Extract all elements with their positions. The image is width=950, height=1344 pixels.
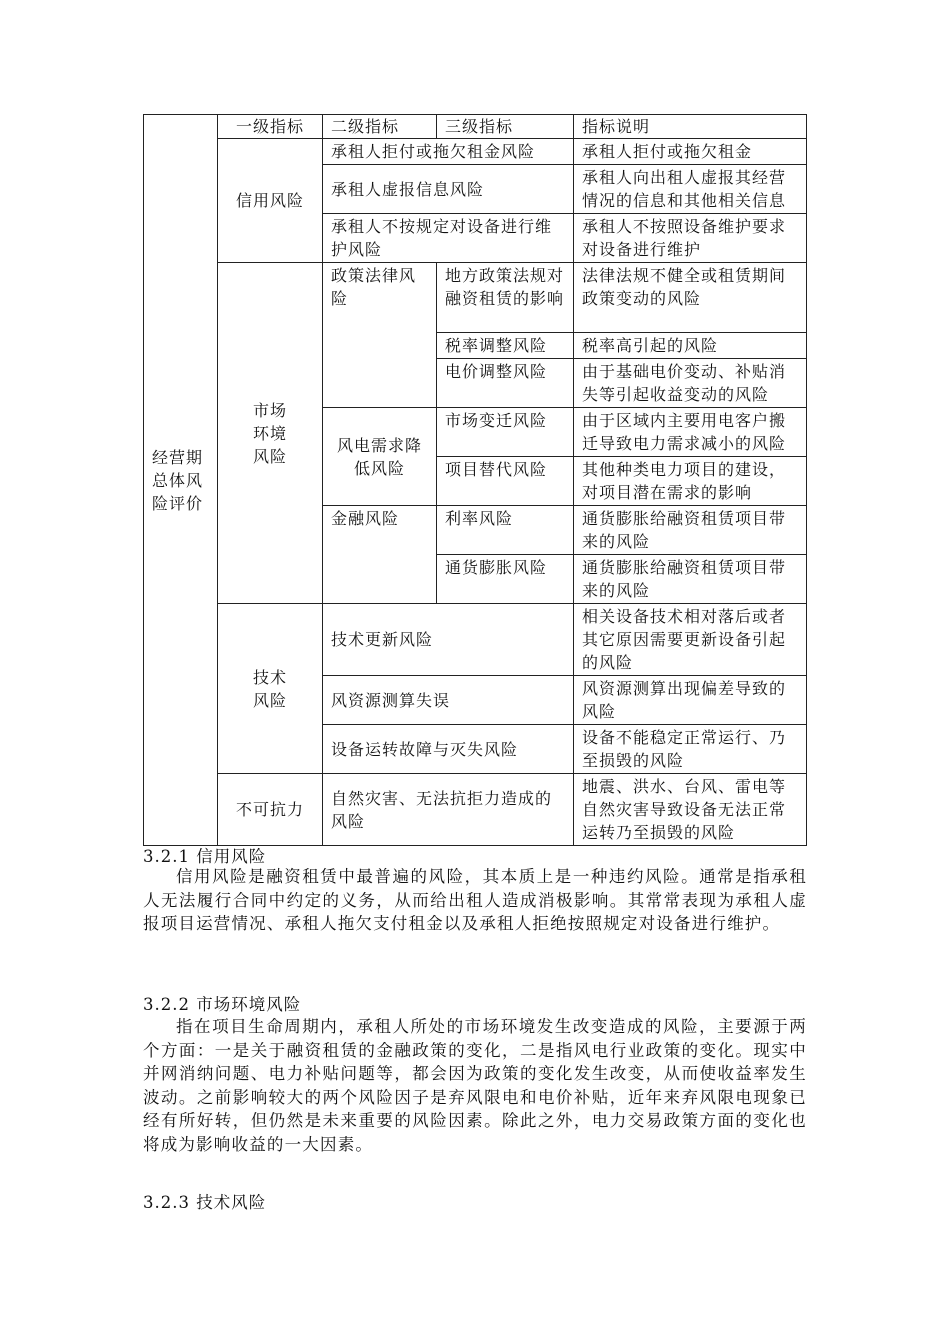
credit-desc: 承租人拒付或拖欠租金 <box>574 139 807 165</box>
root-label: 经营期总体风险评价 <box>152 447 204 513</box>
tech-level1: 技术风险 <box>252 667 287 710</box>
table-header-row <box>144 115 807 139</box>
market-level1-cell <box>218 263 323 604</box>
policy-desc: 法律法规不健全或租赁期间政策变动的风险 <box>574 263 807 333</box>
paragraph: 指在项目生命周期内，承租人所处的市场环境发生改变造成的风险，主要源于两个方面：一是关于融资租赁的金融政策的变化，二是指风电行业政策的变化。现实中并网消纳问题、电力补贴问题等，都会因为政策的变化发生改变，从而使收益率发生波动。之前影响较大的两个风险因子是弃风限电和电价补贴，近年来弃风限电现象已经有所好转，但仍然是未来重要的风险因素。除此之外，电力交易政策方面的变化也将成为影响收益的一大因素。 <box>143 1017 807 1154</box>
header-description: 指标说明 <box>574 115 807 139</box>
demand-desc: 由于区域内主要用电客户搬迁导致电力需求减小的风险 <box>574 408 807 457</box>
force-desc: 地震、洪水、台风、雷电等自然灾害导致设备无法正常运转乃至损毁的风险 <box>574 774 807 846</box>
tech-desc: 相关设备技术相对落后或者其它原因需要更新设备引起的风险 <box>574 604 807 676</box>
policy-desc: 税率高引起的风险 <box>574 333 807 359</box>
root-label-cell <box>144 115 218 846</box>
credit-level1: 信用风险 <box>218 139 323 263</box>
section-heading: 3.2.1 信用风险 <box>143 847 267 866</box>
tech-level2: 风资源测算失误 <box>323 676 574 725</box>
credit-level2: 承租人虚报信息风险 <box>323 165 574 214</box>
policy-level3: 税率调整风险 <box>437 333 574 359</box>
policy-level3: 电价调整风险 <box>437 359 574 408</box>
finance-level3: 利率风险 <box>437 506 574 555</box>
credit-desc: 承租人向出租人虚报其经营情况的信息和其他相关信息 <box>574 165 807 214</box>
tech-level2: 技术更新风险 <box>323 604 574 676</box>
demand-desc: 其他种类电力项目的建设，对项目潜在需求的影响 <box>574 457 807 506</box>
table-row <box>144 774 807 846</box>
policy-level3: 地方政策法规对融资租赁的影响 <box>437 263 574 333</box>
demand-level3: 项目替代风险 <box>437 457 574 506</box>
table-row <box>144 604 807 676</box>
section-body <box>143 865 807 936</box>
paragraph: 信用风险是融资租赁中最普遍的风险，其本质上是一种违约风险。通常是指承租人无法履行合同中约定的义务，从而给出租人造成消极影响。其常常表现为承租人虚报项目运营情况、承租人拖欠支付租金以及承租人拒绝按照规定对设备进行维护。 <box>143 867 807 934</box>
table-row <box>144 263 807 333</box>
tech-desc: 风资源测算出现偏差导致的风险 <box>574 676 807 725</box>
header-level1: 一级指标 <box>218 115 323 139</box>
policy-level2: 政策法律风险 <box>323 263 437 408</box>
section-body <box>143 1015 807 1157</box>
market-level1: 市场环境风险 <box>252 400 287 466</box>
credit-level2: 承租人拒付或拖欠租金风险 <box>323 139 574 165</box>
credit-level2: 承租人不按规定对设备进行维护风险 <box>323 214 574 263</box>
finance-desc: 通货膨胀给融资租赁项目带来的风险 <box>574 506 807 555</box>
tech-desc: 设备不能稳定正常运行、乃至损毁的风险 <box>574 725 807 774</box>
policy-desc: 由于基础电价变动、补贴消失等引起收益变动的风险 <box>574 359 807 408</box>
section-heading: 3.2.2 市场环境风险 <box>143 995 302 1014</box>
credit-desc: 承租人不按照设备维护要求对设备进行维护 <box>574 214 807 263</box>
tech-level2: 设备运转故障与灭失风险 <box>323 725 574 774</box>
demand-level2: 风电需求降低风险 <box>323 408 437 506</box>
force-level1: 不可抗力 <box>218 774 323 846</box>
demand-level3: 市场变迁风险 <box>437 408 574 457</box>
finance-level3: 通货膨胀风险 <box>437 555 574 604</box>
force-level2: 自然灾害、无法抗拒力造成的风险 <box>323 774 574 846</box>
section-heading: 3.2.3 技术风险 <box>143 1193 267 1212</box>
risk-index-table <box>143 114 807 846</box>
tech-level1-cell <box>218 604 323 774</box>
finance-desc: 通货膨胀给融资租赁项目带来的风险 <box>574 555 807 604</box>
table-row <box>144 139 807 165</box>
finance-level2: 金融风险 <box>323 506 437 604</box>
header-level3: 三级指标 <box>437 115 574 139</box>
header-level2: 二级指标 <box>323 115 437 139</box>
